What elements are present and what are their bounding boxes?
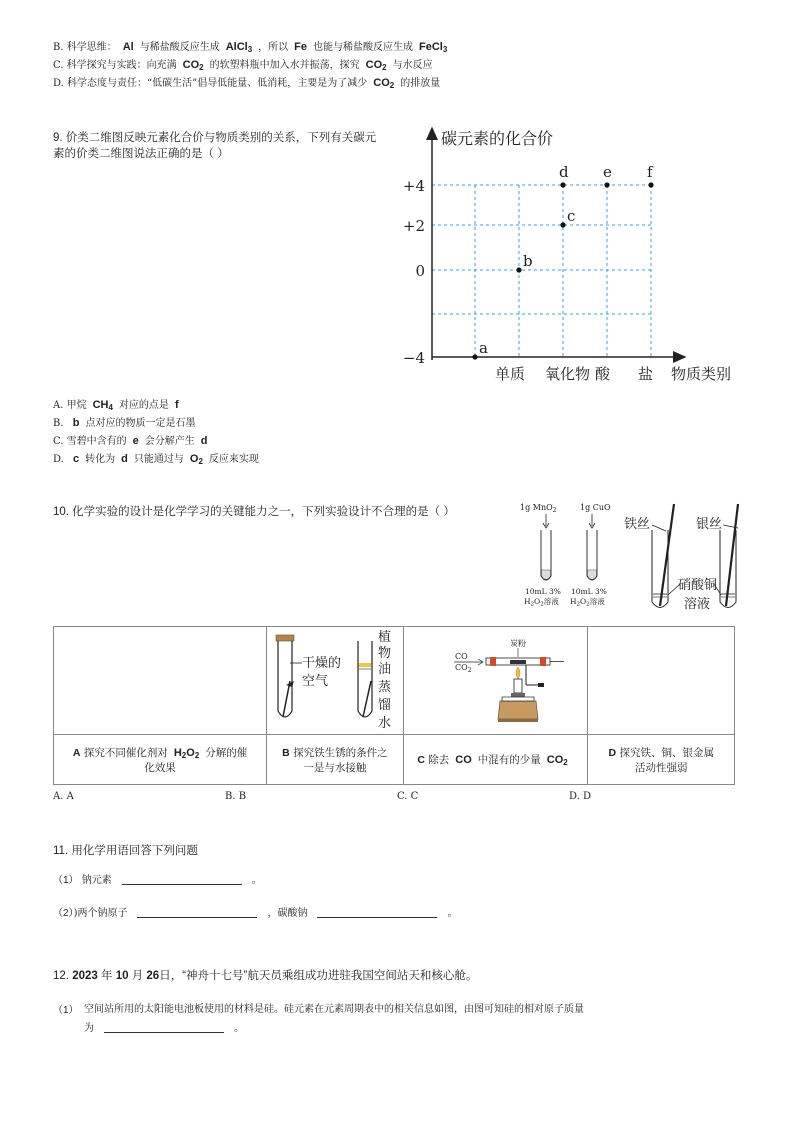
- q12-part-1-line2: 为 。: [84, 1020, 244, 1038]
- q9-option-b[interactable]: B. b 点对应的物质一定是石墨: [53, 417, 196, 429]
- gas-co-label: CO: [454, 652, 468, 661]
- q8-option-b[interactable]: B. 科学思维： Al 与稀盐酸反应生成 AlCl$_3$ ，所以 Fe 也能与稀盐酸反应生成 FeCl$_3$: [53, 41, 448, 54]
- q11-part-2: （2）)两个钠原子 ，碳酸钠 。: [53, 905, 457, 923]
- y-tick-label: −4: [402, 349, 425, 367]
- svg-text:H2O2溶液: $H_2O_2$溶液: [570, 597, 605, 608]
- q12-title: 12. 2023 年 10 月 26日，“神舟十七号”航天员乘组成功进驻我国空间站天和核心舱。: [53, 970, 478, 982]
- water-label-3: 水: [377, 716, 391, 731]
- q10-figure-b: [268, 627, 402, 731]
- q9-option-d[interactable]: D. c 转化为 d 只能通过与 $O_2$ 反应来实现: [53, 453, 259, 466]
- q10-answer-d[interactable]: D. D: [569, 791, 592, 802]
- carbon-powder-label: 炭粉: [509, 639, 526, 648]
- q9-option-c[interactable]: C. 雪碧中含有的 e 会分解产生 d: [53, 435, 208, 447]
- point-label-d: d: [559, 163, 569, 181]
- y-tick-label: +4: [402, 177, 425, 195]
- dry-air-label-2: 空气: [301, 674, 328, 689]
- oil-label-3: 油: [377, 662, 391, 677]
- water-label-1: 蒸: [377, 680, 391, 695]
- svg-text:H2O2溶液: $H_2O_2$溶液: [524, 597, 559, 608]
- y-tick-label: 0: [415, 262, 425, 280]
- gas-co2-label: $CO_2$: [454, 663, 472, 674]
- y-tick-label: +2: [402, 217, 425, 235]
- q11-blank-1[interactable]: [122, 872, 242, 885]
- oil-label-1: 植: [377, 630, 391, 645]
- q10-figure-d: [622, 498, 752, 618]
- tube2-catalyst-label: 1g CuO: [580, 503, 611, 512]
- point-d: [560, 182, 565, 187]
- q9-stem: 9. 价类二维图反映元素化合价与物质类别的关系，下列有关碳元 素的价类二维图说法正确的是（ ）: [53, 132, 377, 160]
- q10-options-table: [53, 626, 735, 785]
- point-label-c: c: [567, 207, 576, 225]
- point-c: [560, 222, 565, 227]
- point-b: [516, 267, 521, 272]
- cell-figure-d: [588, 627, 735, 735]
- q10-answer-c[interactable]: C. C: [397, 791, 419, 802]
- q12-part-1-line1: 空间站所用的太阳能电池板使用的材料是硅。硅元素在元素周期表中的相关信息如图，由图可知硅的相对原子质量: [84, 1004, 584, 1015]
- dry-air-label-1: 干燥的: [301, 656, 341, 671]
- category-label: 单质: [495, 365, 526, 383]
- point-label-a: a: [479, 339, 488, 357]
- solution-label-1: 硝酸铜: [678, 578, 718, 593]
- q11-blank-2[interactable]: [137, 905, 257, 918]
- svg-text:10mL 3%: 10mL 3%: [571, 587, 607, 596]
- cell-figure-b: [267, 627, 403, 735]
- option-d-cell[interactable]: D 探究铁、铜、银金属 活动性强弱: [588, 735, 735, 785]
- tube1-catalyst-label: 1g MnO$_2$: [520, 503, 557, 514]
- svg-text:10mL 3%: 10mL 3%: [525, 587, 561, 596]
- q10-stem: 10. 化学实验的设计是化学学习的关键能力之一，下列实验设计不合理的是（ ）: [53, 506, 455, 518]
- point-a: [472, 354, 477, 359]
- category-label: 酸: [595, 365, 611, 383]
- point-label-e: e: [603, 163, 612, 181]
- point-label-f: f: [647, 163, 653, 181]
- oil-label-2: 物: [377, 646, 391, 661]
- water-label-2: 馏: [377, 698, 391, 713]
- q11-blank-3[interactable]: [317, 905, 437, 918]
- q10-answer-b[interactable]: B. B: [225, 791, 247, 802]
- q12-part-1-num: （1）: [53, 1005, 79, 1016]
- q12-blank-1[interactable]: [104, 1020, 224, 1033]
- x-axis-label: 物质类别: [671, 365, 732, 383]
- y-axis-label: 碳元素的化合价: [441, 129, 554, 148]
- q9-option-a[interactable]: A. 甲烷 $CH_4$ 对应的点是 f: [53, 399, 179, 412]
- point-label-b: b: [523, 252, 533, 270]
- q11-part-1: （1） 钠元素 。: [53, 872, 262, 890]
- q11-title: 11. 用化学用语回答下列问题: [53, 845, 198, 857]
- cell-figure-a: [54, 627, 267, 735]
- q10-answer-a[interactable]: A. A: [53, 791, 74, 802]
- option-a-cell[interactable]: A 探究不同催化剂对 $H_2O_2$ 分解的催 化效果: [54, 735, 267, 785]
- solution-label-2: 溶液: [684, 597, 711, 612]
- valence-class-chart: [395, 120, 755, 390]
- iron-wire-label: 铁丝: [624, 517, 651, 532]
- q10-figure-a: [508, 498, 620, 610]
- q8-option-c[interactable]: C. 科学探究与实践：向充满 $CO_2$ 的软塑料瓶中加入水并振荡，探究 $CO_2$ 与水反应: [53, 59, 433, 72]
- option-c-cell[interactable]: C 除去 CO 中混有的少量 $CO_2$: [403, 735, 588, 785]
- cell-figure-c: [403, 627, 588, 735]
- silver-wire-label: 银丝: [696, 517, 723, 532]
- point-f: [648, 182, 653, 187]
- category-label: 盐: [638, 365, 654, 383]
- category-label: 氧化物: [545, 365, 591, 383]
- q10-figure-c: [406, 627, 586, 731]
- point-e: [604, 182, 609, 187]
- option-b-cell[interactable]: B 探究铁生锈的条件之 一是与水接触: [267, 735, 403, 785]
- q8-option-d[interactable]: D. 科学态度与责任：“低碳生活”倡导低能量、低消耗，主要是为了减少 $CO_2$ 的排放量: [53, 77, 441, 90]
